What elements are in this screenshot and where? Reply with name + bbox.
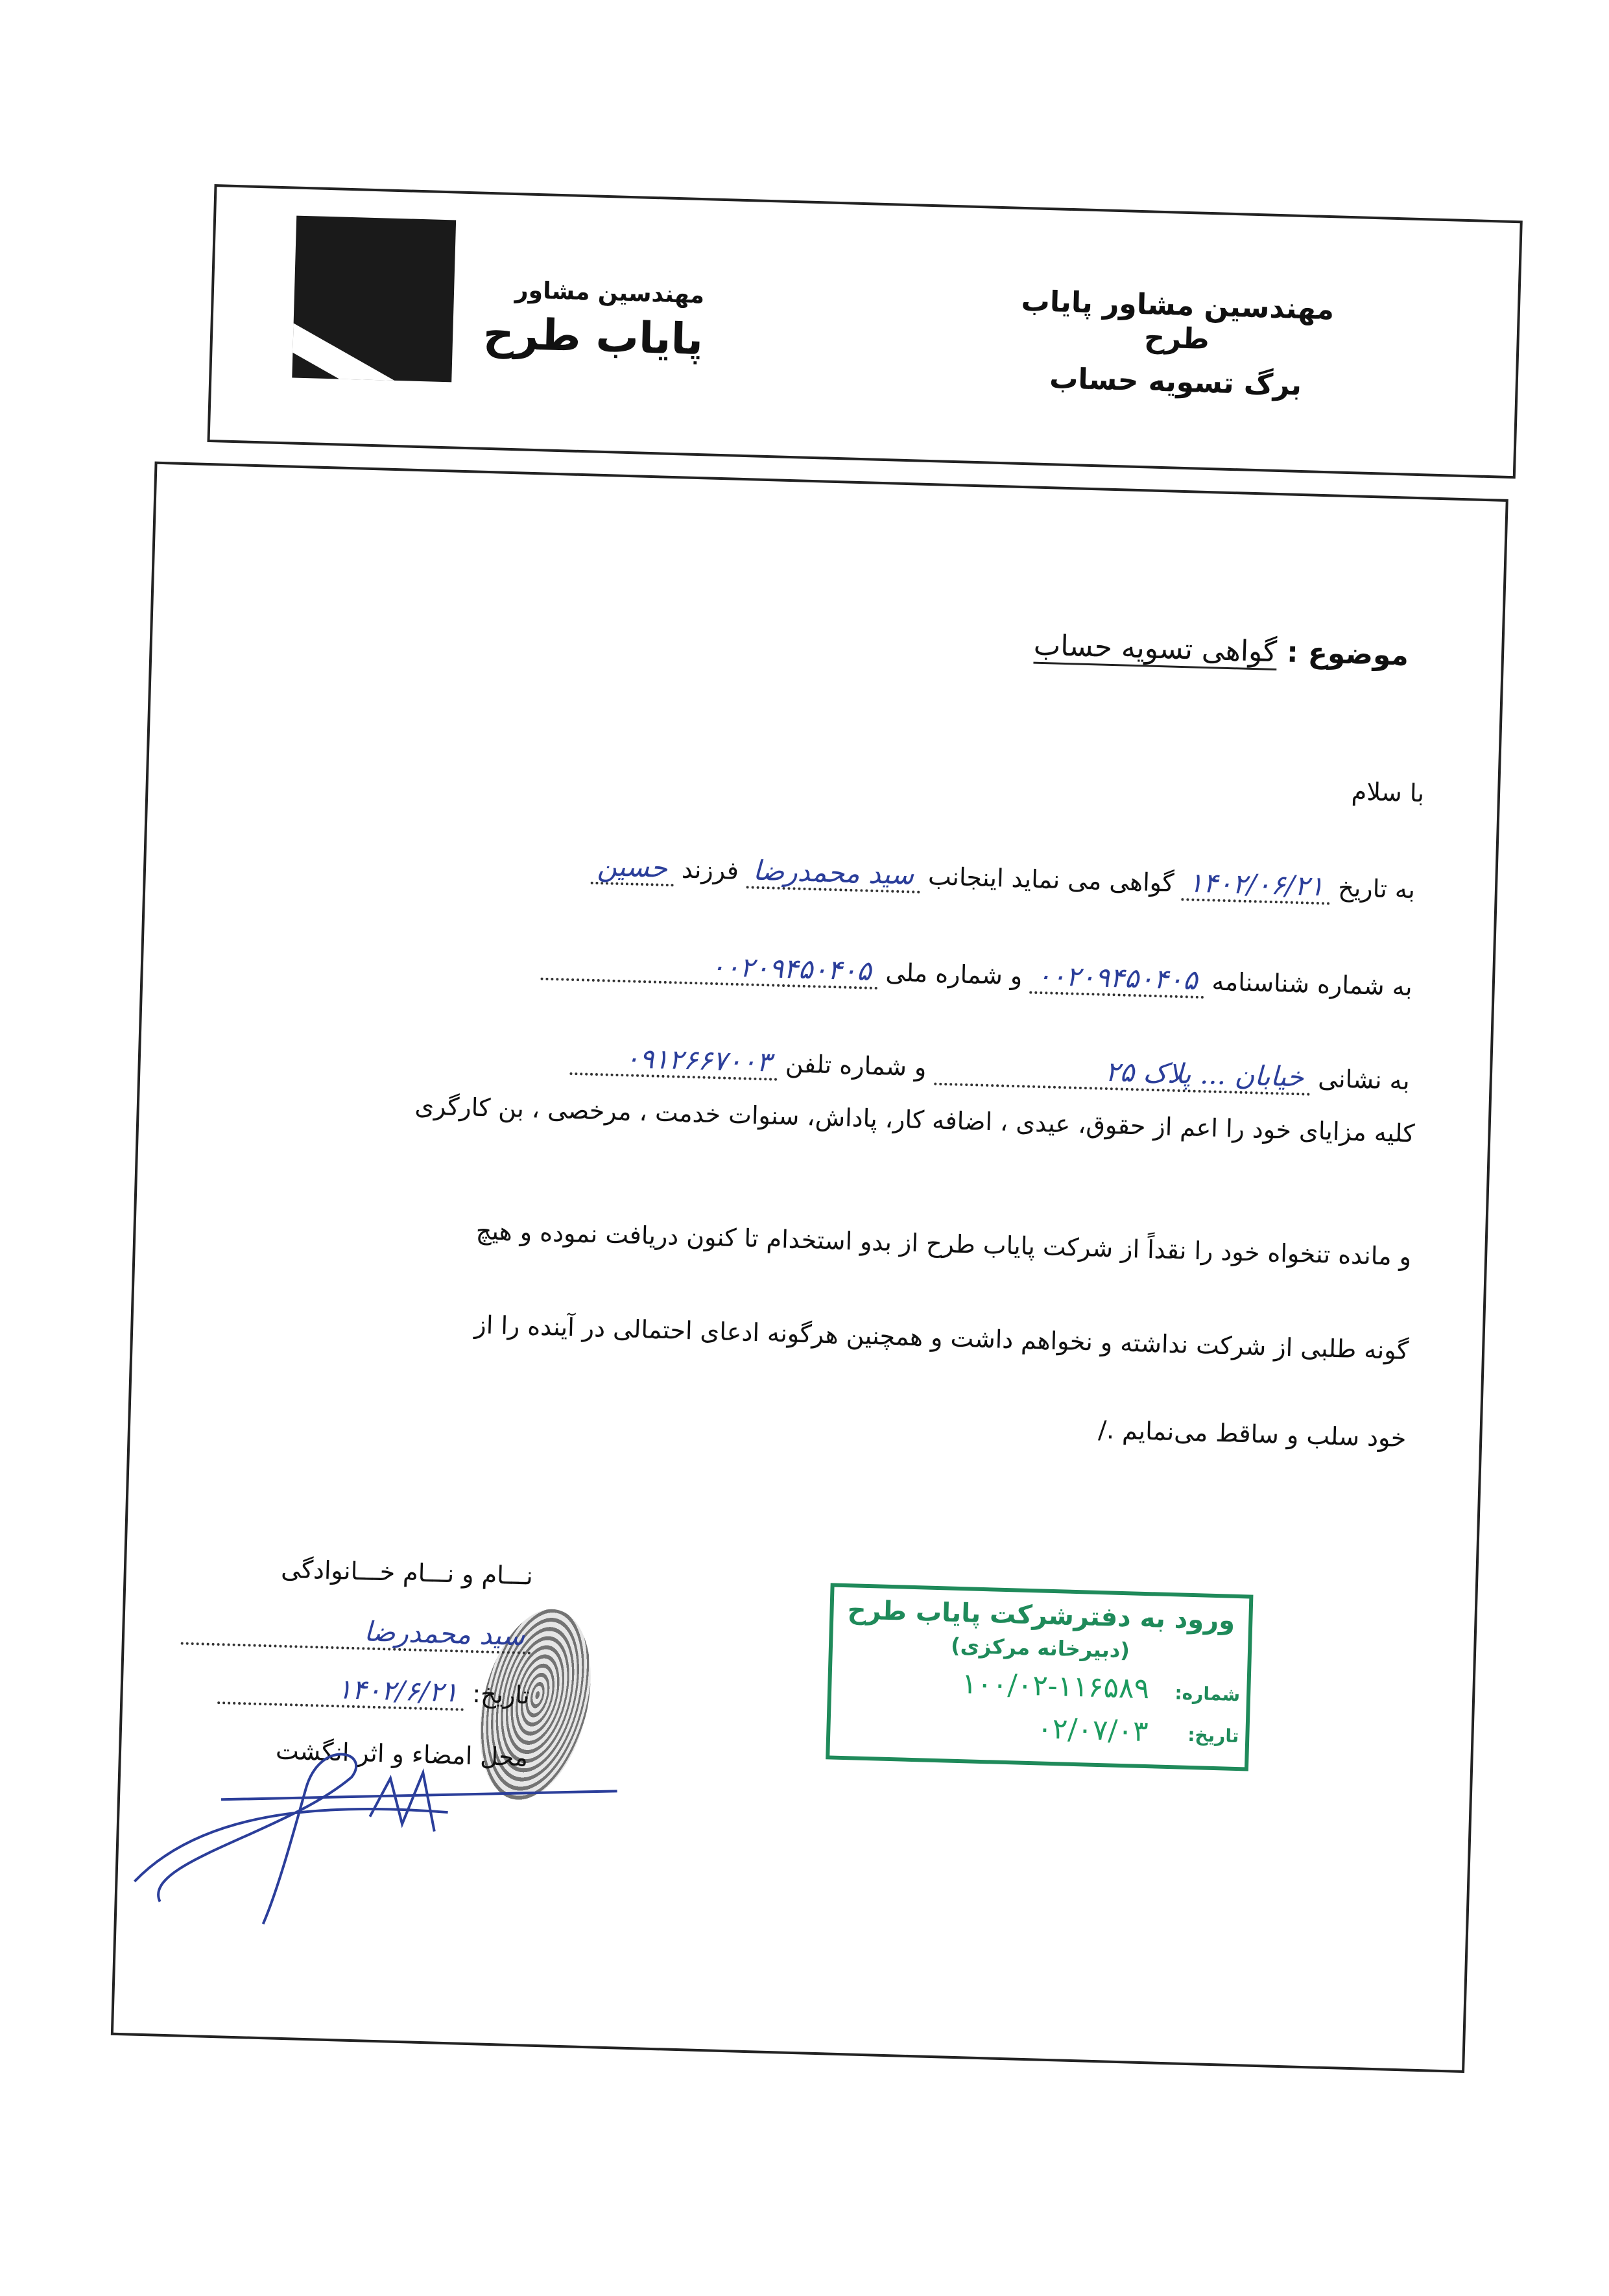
signature-date-field[interactable]: ۱۴۰۲/۶/۲۱ (218, 1670, 465, 1711)
address-label: به نشانی (1317, 1064, 1411, 1096)
signature-name-label: نـــام و نـــام خـــانوادگی (280, 1554, 534, 1591)
form-title: برگ تسویه حساب (1049, 362, 1302, 402)
address-field[interactable]: خیابان ... پلاک ۲۵ (934, 1051, 1311, 1096)
body-line: گونه طلبی از شرکت نداشته و نخواهم داشت و همچنین هرگونه ادعای احتمالی در آینده را از (473, 1310, 1409, 1366)
phone-label: و شماره تلفن (785, 1049, 927, 1082)
signature-place-label: محل امضاء و اثر انگشت (275, 1736, 529, 1772)
stamp-number-value: ۱۰۰/۰۲-۱۱۶۵۸۹ (961, 1667, 1150, 1706)
date-field[interactable]: ۱۴۰۲/۰۶/۲۱ (1182, 866, 1331, 905)
handwritten-signature-icon (120, 1732, 644, 1941)
national-id-label: و شماره ملی (885, 958, 1023, 991)
body-line: خود سلب و ساقط می‌نمایم ./ (1097, 1415, 1407, 1453)
stamp-subtitle: (دبیرخانه مرکزی) (950, 1633, 1130, 1663)
subject-label: موضوع : (1286, 635, 1409, 672)
subject-value: گواهی تسویه حساب (1033, 629, 1277, 670)
signature-date-label: تاریخ: (471, 1679, 530, 1710)
id-label: به شماره شناسنامه (1211, 967, 1413, 1002)
date-label: به تاریخ (1337, 873, 1416, 905)
national-id-field[interactable]: ۰۰۲۰۹۴۵۰۴۰۵ (540, 946, 878, 989)
logo-subtitle: مهندسین مشاور (514, 277, 705, 309)
company-name: مهندسین مشاور پایاب طرح (1020, 284, 1335, 356)
id-number-field[interactable]: ۰۰۲۰۹۴۵۰۴۰۵ (1030, 960, 1205, 999)
name-field[interactable]: سید محمدرضا (746, 854, 920, 893)
stamp-date-value: ۰۲/۰۷/۰۳ (1036, 1712, 1149, 1749)
logo-title: پایاب طرح (483, 308, 704, 365)
certify-text: گواهی می نماید اینجانب (927, 862, 1175, 897)
father-name-field[interactable]: حسین (590, 850, 674, 887)
signature-name-field[interactable]: سید محمدرضا (181, 1610, 532, 1654)
stamp-title: ورود به دفترشرکت پایاب طرح (847, 1595, 1235, 1636)
body-line: کلیه مزایای خود را اعم از حقوق، عیدی ، اضافه کار، پاداش، سنوات خدمت ، مرخصی ، بن کارگری (414, 1091, 1416, 1148)
company-logo-icon (292, 216, 456, 383)
stamp-number-label: شماره: (1174, 1682, 1241, 1706)
body-line: و مانده تنخواه خود را نقداً از شرکت پایاب طرح از بدو استخدام تا کنون دریافت نموده و هیچ (475, 1216, 1412, 1272)
greeting: با سلام (1351, 777, 1425, 808)
entry-stamp (826, 1583, 1253, 1771)
phone-field[interactable]: ۰۹۱۲۶۶۷۰۰۳ (569, 1041, 778, 1081)
child-of-label: فرزند (681, 855, 739, 886)
stamp-date-label: تاریخ: (1187, 1723, 1239, 1747)
